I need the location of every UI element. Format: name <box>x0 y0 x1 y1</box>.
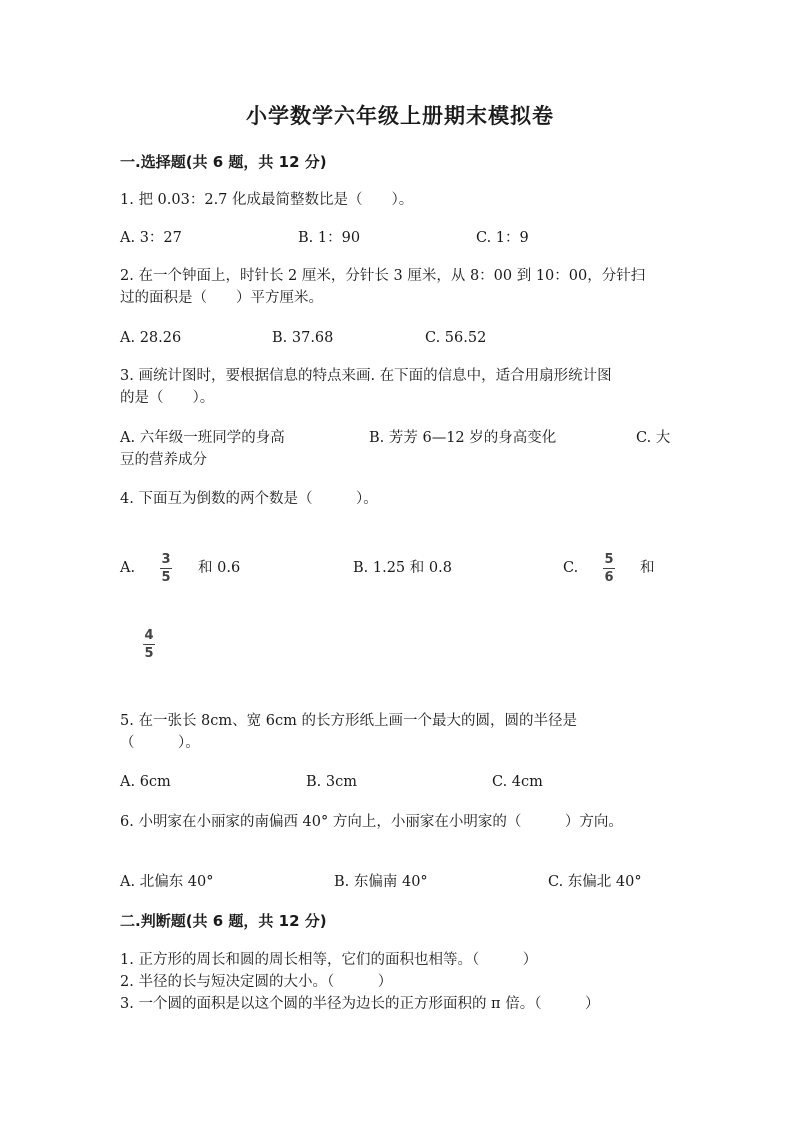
question-5-option-b: B. 3cm <box>306 774 357 790</box>
question-6-option-b: B. 东偏南 40° <box>334 874 428 890</box>
question-4-option-c-fraction <box>603 552 615 585</box>
question-3-option-a: A. 六年级一班同学的身高 <box>120 430 285 446</box>
question-4-option-c-tail: 和 <box>640 560 655 576</box>
question-6-option-a: A. 北偏东 40° <box>120 874 214 890</box>
section-judgment-heading: 二.判断题(共 6 题，共 12 分) <box>120 912 327 930</box>
question-4-option-a-fraction <box>160 552 172 585</box>
question-1-stem: 1. 把 0.03：2.7 化成最简整数比是（ ）。 <box>120 192 414 208</box>
question-5-stem-line2: （ ）。 <box>120 735 200 751</box>
section-choice-heading: 一.选择题(共 6 题，共 12 分) <box>120 153 327 171</box>
question-4-option-b: B. 1.25 和 0.8 <box>353 560 452 576</box>
question-3-stem-line2: 的是（ ）。 <box>120 390 215 406</box>
question-3-option-c: C. 大 <box>636 430 671 446</box>
question-2-option-a: A. 28.26 <box>120 330 182 346</box>
question-4-option-c-label: C. <box>563 560 579 576</box>
question-3-option-b: B. 芳芳 6—12 岁的身高变化 <box>369 430 557 446</box>
fraction-bar <box>143 644 155 645</box>
fraction-numerator: 4 <box>144 628 154 643</box>
fraction-bar <box>603 568 615 569</box>
fraction-denominator: 6 <box>604 570 614 585</box>
question-1-option-b: B. 1：90 <box>298 230 361 246</box>
question-4-option-c-second-fraction <box>143 628 155 661</box>
question-1-option-a: A. 3：27 <box>120 230 182 246</box>
question-6-stem: 6. 小明家在小丽家的南偏西 40° 方向上，小丽家在小明家的（ ）方向。 <box>120 814 623 830</box>
question-4-option-a-label: A. <box>120 560 136 576</box>
judgment-item-2: 2. 半径的长与短决定圆的大小。（ ） <box>120 974 393 990</box>
question-6-option-c: C. 东偏北 40° <box>548 874 642 890</box>
question-2-option-b: B. 37.68 <box>272 330 334 346</box>
question-5-option-c: C. 4cm <box>492 774 543 790</box>
question-5-option-a: A. 6cm <box>120 774 171 790</box>
judgment-item-1: 1. 正方形的周长和圆的周长相等，它们的面积也相等。（ ） <box>120 952 538 968</box>
question-1-option-c: C. 1：9 <box>476 230 529 246</box>
question-3-stem-line1: 3. 画统计图时，要根据信息的特点来画. 在下面的信息中，适合用扇形统计图 <box>120 368 612 384</box>
question-2-stem-line1: 2. 在一个钟面上，时针长 2 厘米，分针长 3 厘米，从 8：00 到 10：00，分针扫 <box>120 268 646 284</box>
fraction-bar <box>160 568 172 569</box>
fraction-denominator: 5 <box>144 646 154 661</box>
judgment-item-3: 3. 一个圆的面积是以这个圆的半径为边长的正方形面积的 π 倍。（ ） <box>120 996 600 1012</box>
question-5-stem-line1: 5. 在一张长 8cm、宽 6cm 的长方形纸上画一个最大的圆，圆的半径是 <box>120 713 577 729</box>
question-4-option-a-tail: 和 0.6 <box>198 560 241 576</box>
question-2-option-c: C. 56.52 <box>425 330 487 346</box>
fraction-numerator: 5 <box>604 552 614 567</box>
fraction-denominator: 5 <box>161 570 171 585</box>
page-title: 小学数学六年级上册期末模拟卷 <box>246 104 554 128</box>
question-3-option-c-continued: 豆的营养成分 <box>120 452 207 468</box>
fraction-numerator: 3 <box>161 552 171 567</box>
question-4-stem: 4. 下面互为倒数的两个数是（ ）。 <box>120 491 378 507</box>
question-2-stem-line2: 过的面积是（ ）平方厘米。 <box>120 290 323 306</box>
